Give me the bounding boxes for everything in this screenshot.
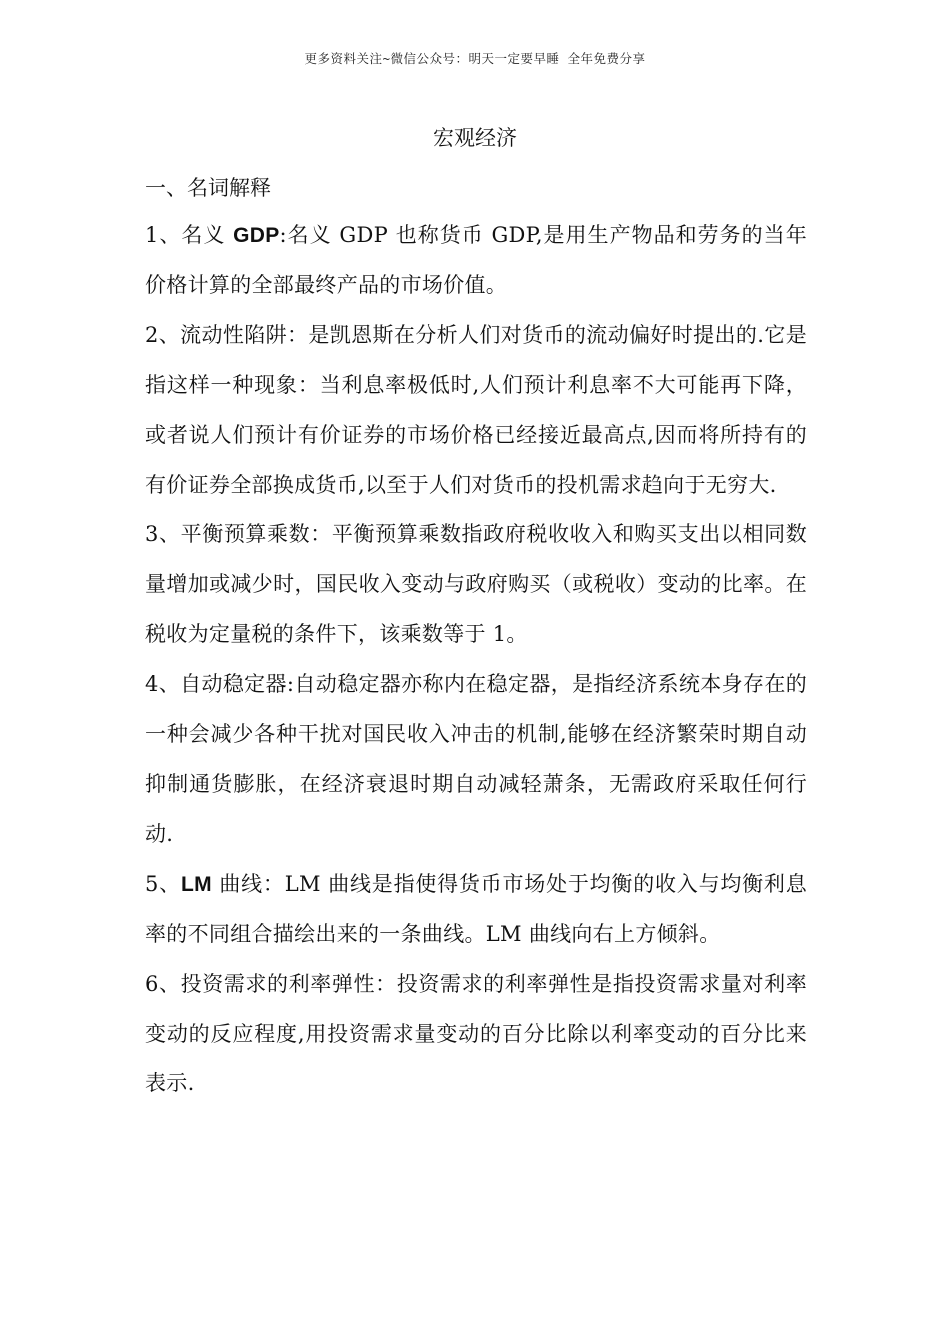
entry-number: 6、: [145, 971, 181, 996]
definition-entry-6: [145, 960, 807, 1110]
definition-entry-4: [145, 660, 807, 860]
page-title: 宏观经济: [433, 126, 517, 150]
entry-separator: ：: [287, 322, 309, 347]
entry-term: 流动性陷阱: [180, 322, 288, 347]
definition-entry-3: [145, 510, 807, 660]
entry-number: 1、: [145, 223, 182, 247]
entry-term: 曲线: [211, 871, 263, 896]
entry-term: 平衡预算乘数: [180, 522, 311, 547]
entry-term: 投资需求的利率弹性: [180, 971, 376, 996]
entry-definition: 是凯恩斯在分析人们对货币的流动偏好时提出的.它是指这样一种现象：当利息率极低时,人们预计利息率不大可能再下降，或者说人们预计有价证券的市场价格已经接近最高点,因而将所持有的有价证券全部换成货币,以至于人们对货币的投机需求趋向于无穷大.: [145, 322, 808, 497]
entry-term-latin: LM: [180, 872, 212, 896]
entry-separator: ：: [262, 871, 285, 896]
definition-entry-5: [145, 860, 807, 960]
entry-term: 名义: [181, 223, 234, 247]
entry-definition: 名义 GDP 也称货币 GDP,是用生产物品和劳务的当年价格计算的全部最终产品的市场价值。: [145, 223, 807, 297]
entry-number: 2、: [145, 322, 181, 347]
entry-separator: ：: [310, 522, 332, 547]
entry-term-latin: GDP: [233, 224, 280, 247]
entry-separator: :: [279, 223, 287, 247]
entry-term: 自动稳定器: [180, 672, 287, 697]
entry-number: 4、: [145, 672, 181, 697]
definitions-list: [145, 211, 807, 1109]
entry-separator: :: [286, 672, 295, 697]
entry-separator: ：: [375, 971, 397, 996]
definition-entry-2: [145, 311, 807, 511]
entry-definition: 自动稳定器亦称内在稳定器，是指经济系统本身存在的一种会减少各种干扰对国民收入冲击的机制,能够在经济繁荣时期自动抑制通货膨胀，在经济衰退时期自动减轻萧条，无需政府采取任何行动.: [145, 672, 807, 846]
definition-entry-1: [145, 211, 807, 311]
entry-number: 5、: [145, 871, 181, 896]
section-heading: 一、名词解释: [145, 176, 271, 200]
entry-definition: LM 曲线是指使得货币市场处于均衡的收入与均衡利息率的不同组合描绘出来的一条曲线。LM 曲线向右上方倾斜。: [145, 871, 808, 946]
entry-number: 3、: [145, 522, 181, 547]
header-note: 更多资料关注~微信公众号：明天一定要早睡 全年免费分享: [304, 51, 646, 66]
entry-definition: 投资需求的利率弹性是指投资需求量对利率变动的反应程度,用投资需求量变动的百分比除以利率变动的百分比来表示.: [145, 971, 808, 1096]
entry-definition: 平衡预算乘数指政府税收收入和购买支出以相同数量增加或减少时，国民收入变动与政府购买（或税收）变动的比率。在税收为定量税的条件下，该乘数等于 1。: [145, 522, 807, 647]
